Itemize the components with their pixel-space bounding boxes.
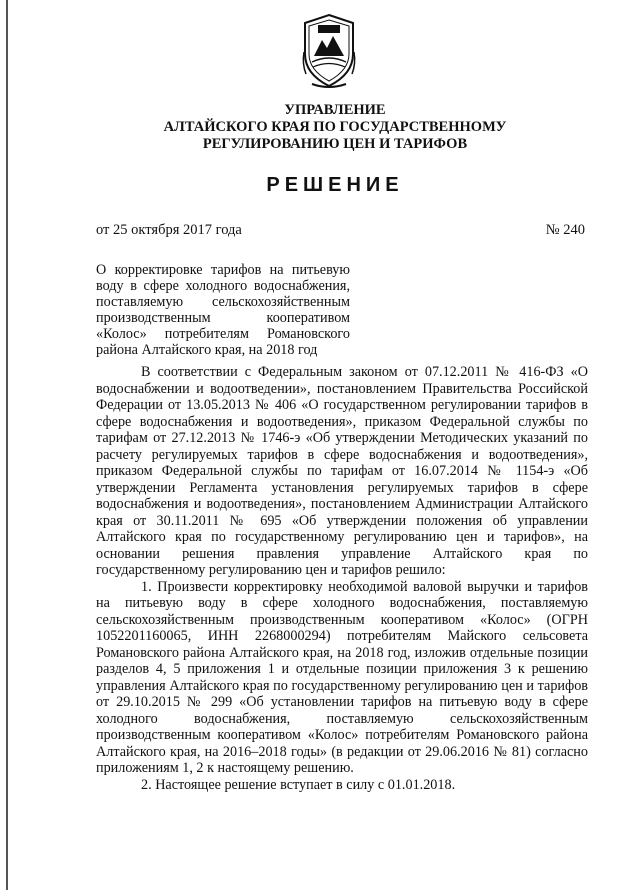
- document-subject: О корректировке тарифов на питьевую воду в сфере холодного водоснабжения, поставляемую сельскохозяйственным производственным кооперативом «Колос» потребителям Романовского района Алтайского края, на 2018 год: [96, 262, 350, 358]
- org-name-line-2: АЛТАЙСКОГО КРАЯ ПО ГОСУДАРСТВЕННОМУ: [163, 119, 507, 135]
- document-body: [96, 364, 588, 793]
- decision-item-2: 2. Настоящее решение вступает в силу с 01.01.2018.: [141, 776, 456, 793]
- document-number: № 240: [545, 222, 585, 238]
- document-date: от 25 октября 2017 года: [96, 222, 242, 238]
- decision-item-1: 1. Произвести корректировку необходимой валовой выручки и тарифов на питьевую воду в сфере холодного водоснабжения, поставляемую сельскохозяйственным производственным кооперативом «Колос» (ОГРН 1052201160065, ИНН 2268000294) потребителям Майского сельсовета Романовского района Алтайского края, на 2018 год, изложив отдельные позиции разделов 4, 5 приложения 1 и отдельные позиции приложения 3 к решению управления Алтайского края по государственному регулированию цен и тарифов от 29.10.2015 № 299 «Об установлении тарифов на питьевую воду в сфере холодного водоснабжения, поставляемую сельскохозяйственным производственным кооперативом «Колос» потребителям Романовского района Алтайского края, на 2016–2018 годы» (в редакции от 29.06.2016 № 81) согласно приложениям 1, 2 к настоящему решению.: [96, 578, 588, 776]
- document-title: РЕШЕНИЕ: [266, 174, 404, 196]
- altai-coat-of-arms-icon: [298, 12, 360, 90]
- org-name-line-3: РЕГУЛИРОВАНИЮ ЦЕН И ТАРИФОВ: [202, 136, 468, 152]
- scan-edge-line: [6, 0, 8, 890]
- preamble-paragraph: В соответствии с Федеральным законом от 07.12.2011 № 416-ФЗ «О водоснабжении и водоотведении», постановлением Правительства Российской Федерации от 13.05.2013 № 406 «О государственном регулировании тарифов в сфере водоснабжения и водоотведения», приказом Федеральной службы по тарифам от 27.12.2013 № 1746-э «Об утверждении Методических указаний по расчету регулируемых тарифов в сфере водоснабжения и водоотведения», приказом Федеральной службы по тарифам от 16.07.2014 № 1154-э «Об утверждении Регламента установления регулируемых тарифов в сфере водоснабжения и водоотведения», постановлением Администрации Алтайского края от 30.11.2011 № 695 «Об утверждении положения об управлении Алтайского края по государственному регулированию цен и тарифов», на основании решения правления управление Алтайского края по государственному регулированию цен и тарифов решило:: [96, 364, 588, 578]
- org-name-line-1: УПРАВЛЕНИЕ: [284, 102, 386, 118]
